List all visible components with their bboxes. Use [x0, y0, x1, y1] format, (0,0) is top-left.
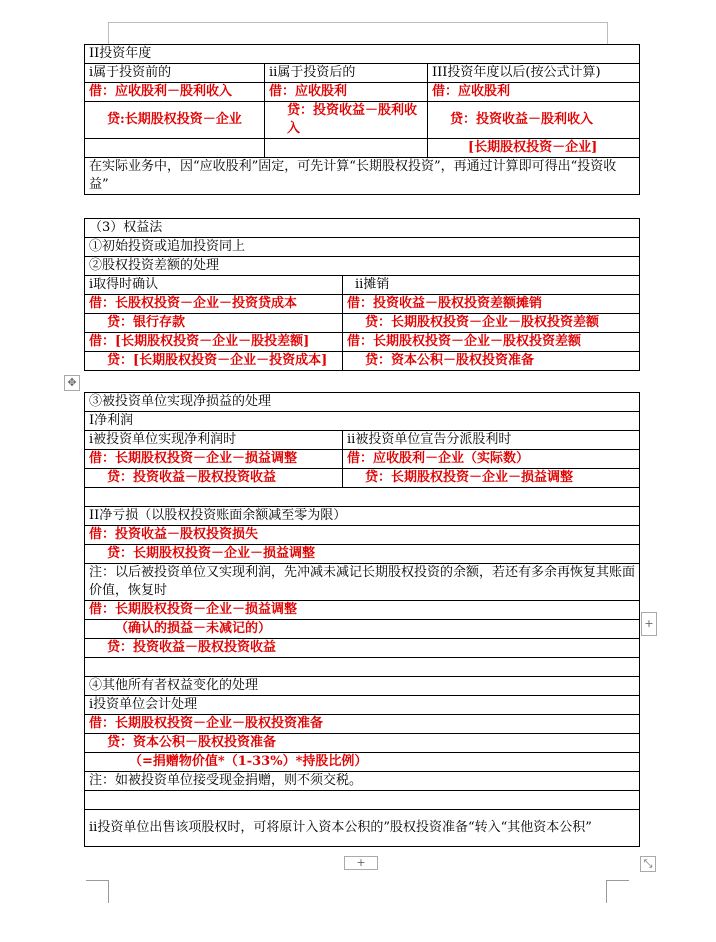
entry-recover-amount: （确认的损益－未减记的） [85, 620, 640, 639]
entry-a4: 贷：[长期股权投资－企业－投资成本] [85, 352, 343, 371]
equity-method-table [84, 218, 640, 371]
entry-recover-credit: 贷：投资收益－股权投资收益 [85, 639, 640, 658]
net-profit-heading: I净利润 [85, 412, 640, 431]
entry-bracket-3: [长期股权投资－企业] [428, 139, 640, 158]
sale-transfer-note: ii投资单位出售该项股权时，可将原计入资本公积的”股权投资准备“转入“其他资本公积” [85, 810, 640, 847]
investment-year-table [84, 44, 640, 195]
net-loss-heading: II净亏损（以股权投资账面余额减至零为限） [85, 507, 640, 526]
empty-row [85, 791, 640, 810]
loss-recovery-note: 注：以后被投资单位又实现利润，先冲减未减记长期股权投资的余额，若还有多余再恢复其账面价值，恢复时 [85, 564, 640, 601]
empty-row [85, 658, 640, 677]
entry-reserve-formula: （=捐赠物价值*（1-33%）*持股比例） [85, 753, 640, 772]
table-move-handle[interactable]: ✥ [64, 375, 80, 391]
entry-a3: 借：[长期股权投资－企业－股投差额] [85, 333, 343, 352]
col-header-later: III投资年度以后(按公式计算) [428, 64, 640, 83]
empty-cell [265, 139, 428, 158]
item-other-equity: ④其他所有者权益变化的处理 [85, 677, 640, 696]
entry-loss-credit: 贷：长期股权投资－企业－损益调整 [85, 545, 640, 564]
entry-debit-2: 借：应收股利 [265, 83, 428, 102]
entry-debit-3: 借：应收股利 [428, 83, 640, 102]
net-income-table [84, 392, 640, 847]
entry-d1: 借：应收股利－企业（实际数） [343, 450, 640, 469]
table-resize-handle[interactable]: ⤡ [640, 856, 656, 872]
item-net-income: ③被投资单位实现净损益的处理 [85, 393, 640, 412]
crop-mark-bottom-left [86, 880, 109, 903]
entry-credit-2: 贷：投资收益－股利收入 [265, 102, 428, 139]
col-header-amortize: ii摊销 [343, 276, 640, 295]
entry-recover-debit: 借：长期股权投资－企业－损益调整 [85, 601, 640, 620]
empty-cell [85, 139, 265, 158]
col-header-before: i属于投资前的 [85, 64, 265, 83]
item-initial-investment: ①初始投资或追加投资同上 [85, 238, 640, 257]
entry-a1: 借：长股权投资－企业－投资贷成本 [85, 295, 343, 314]
entry-loss-debit: 借：投资收益－股权投资损失 [85, 526, 640, 545]
crop-mark-bottom-right [606, 880, 629, 903]
entry-reserve-debit: 借：长期股权投资－企业－股权投资准备 [85, 715, 640, 734]
entry-b3: 借：长期股权投资－企业－股权投资差额 [343, 333, 640, 352]
cash-donation-note: 注：如被投资单位接受现金捐赠，则不须交税。 [85, 772, 640, 791]
entry-b1: 借：投资收益－股权投资差额摊销 [343, 295, 640, 314]
table1-title: II投资年度 [85, 45, 640, 64]
table1-note: 在实际业务中，因“应收股利”固定，可先计算“长期股权投资”，再通过计算即可得出“投资收益” [85, 158, 640, 195]
col-header-after: ii属于投资后的 [265, 64, 428, 83]
add-row-button[interactable]: + [344, 856, 378, 870]
col-header-realize: i被投资单位实现净利润时 [85, 431, 343, 450]
entry-credit-1: 贷:长期股权投资－企业 [85, 102, 265, 139]
entry-reserve-credit: 贷：资本公积－股权投资准备 [85, 734, 640, 753]
col-header-recognize: i取得时确认 [85, 276, 343, 295]
entry-credit-3: 贷：投资收益－股利收入 [428, 102, 640, 139]
entry-b2: 贷：长期股权投资－企业－股权投资差额 [343, 314, 640, 333]
entry-b4: 贷：资本公积－股权投资准备 [343, 352, 640, 371]
entry-c2: 贷：投资收益－股权投资收益 [85, 469, 343, 488]
item-equity-difference: ②股权投资差额的处理 [85, 257, 640, 276]
col-header-dividend: ii被投资单位宣告分派股利时 [343, 431, 640, 450]
add-column-button[interactable]: + [641, 612, 657, 636]
entry-debit-1: 借：应收股利－股利收入 [85, 83, 265, 102]
entry-d2: 贷：长期股权投资－企业－损益调整 [343, 469, 640, 488]
investor-accounting-heading: i投资单位会计处理 [85, 696, 640, 715]
equity-method-heading: （3）权益法 [85, 219, 640, 238]
page-top-edge [108, 22, 608, 45]
entry-a2: 贷：银行存款 [85, 314, 343, 333]
entry-c1: 借：长期股权投资－企业－损益调整 [85, 450, 343, 469]
empty-row [85, 488, 640, 507]
